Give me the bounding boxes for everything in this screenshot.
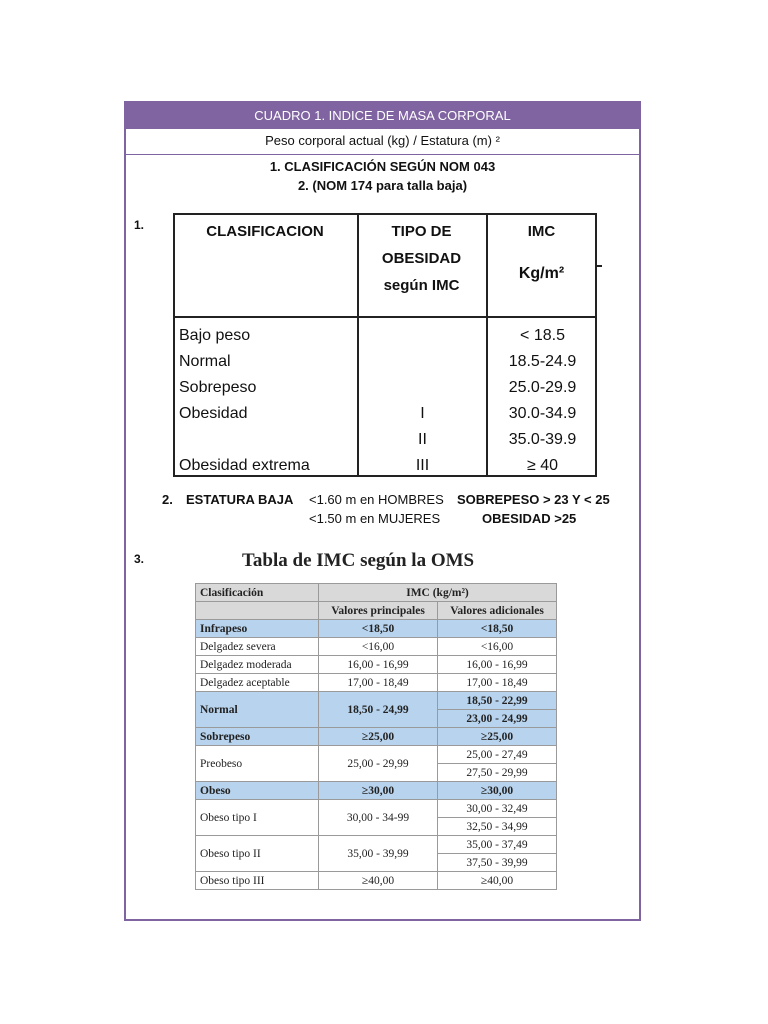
row-adicional: <18,50 [438, 620, 557, 638]
row-adicional: ≥30,00 [438, 782, 557, 800]
cell-tipo: II [418, 431, 427, 448]
header-imc-line1: IMC [527, 223, 556, 240]
row-adicional: 35,00 - 37,49 [438, 836, 557, 854]
header-tipo [357, 213, 486, 318]
row-label: Delgadez aceptable [196, 674, 319, 692]
row-principal: 16,00 - 16,99 [319, 656, 438, 674]
table-row [196, 602, 557, 620]
table-row [196, 746, 557, 764]
row-label: Delgadez moderada [196, 656, 319, 674]
header-tipo-line1: TIPO DE [391, 223, 452, 240]
cell-imc: 35.0-39.9 [508, 431, 577, 448]
head-clasificacion: Clasificación [196, 584, 319, 602]
nom-classification-table [173, 213, 597, 477]
column-imc [488, 323, 597, 479]
short-stature-women: <1.50 m en MUJERES [309, 511, 441, 526]
row-label: Sobrepeso [196, 728, 319, 746]
table-row [196, 656, 557, 674]
row-label: Infrapeso [196, 620, 319, 638]
row-principal: <16,00 [319, 638, 438, 656]
row-adicional: 23,00 - 24,99 [438, 710, 557, 728]
row-label: Obeso [196, 782, 319, 800]
table-row [196, 800, 557, 818]
row-principal: ≥40,00 [319, 872, 438, 890]
table-row [196, 584, 557, 602]
row-label: Delgadez severa [196, 638, 319, 656]
header-imc-unit: Kg/m² [518, 265, 565, 282]
row-principal: 17,00 - 18,49 [319, 674, 438, 692]
note-nom-174: 2. (NOM 174 para talla baja) [297, 178, 468, 193]
imc-card [124, 101, 641, 921]
row-principal: <18,50 [319, 620, 438, 638]
header-clasificacion-text: CLASIFICACION [206, 223, 324, 240]
table-border-tick [597, 265, 602, 267]
row-adicional: 18,50 - 22,99 [438, 692, 557, 710]
section-2-label: ESTATURA BAJA [186, 492, 294, 507]
cell-imc: ≥ 40 [526, 457, 559, 474]
row-adicional: ≥40,00 [438, 872, 557, 890]
cell-tipo: III [415, 457, 430, 474]
cell-clasificacion: Normal [179, 353, 231, 370]
cell-clasificacion: Obesidad extrema [179, 457, 310, 474]
note-nom-043: 1. CLASIFICACIÓN SEGÚN NOM 043 [269, 159, 496, 174]
row-label: Normal [196, 692, 319, 728]
cell-tipo [359, 323, 486, 349]
row-principal: 30,00 - 34-99 [319, 800, 438, 836]
table-row [196, 836, 557, 854]
row-principal: 25,00 - 29,99 [319, 746, 438, 782]
header-imc [486, 213, 597, 318]
cell-tipo: I [420, 405, 425, 422]
table-row [196, 728, 557, 746]
table-row [196, 872, 557, 890]
row-label: Obeso tipo II [196, 836, 319, 872]
row-adicional: 32,50 - 34,99 [438, 818, 557, 836]
row-principal: ≥25,00 [319, 728, 438, 746]
table-row [196, 620, 557, 638]
row-principal: ≥30,00 [319, 782, 438, 800]
obesity-threshold: OBESIDAD >25 [482, 511, 577, 526]
short-stature-men: <1.60 m en HOMBRES [309, 492, 444, 507]
overweight-threshold: SOBREPESO > 23 Y < 25 [457, 492, 610, 507]
oms-bmi-table [195, 583, 557, 890]
row-principal: 18,50 - 24,99 [319, 692, 438, 728]
table-row [196, 638, 557, 656]
section-3-number: 3. [134, 552, 145, 566]
head-adicionales: Valores adicionales [438, 602, 557, 620]
row-adicional: <16,00 [438, 638, 557, 656]
table-row [196, 674, 557, 692]
card-title: CUADRO 1. INDICE DE MASA CORPORAL [126, 103, 639, 129]
row-adicional: 30,00 - 32,49 [438, 800, 557, 818]
cell-tipo [359, 375, 486, 401]
header-tipo-line3: según IMC [383, 277, 460, 294]
cell-clasificacion [179, 427, 355, 453]
row-adicional: 16,00 - 16,99 [438, 656, 557, 674]
oms-table-title: Tabla de IMC según la OMS [242, 550, 475, 571]
cell-imc: 25.0-29.9 [508, 379, 577, 396]
imc-formula: Peso corporal actual (kg) / Estatura (m) ² [126, 129, 639, 155]
row-label: Obeso tipo III [196, 872, 319, 890]
row-adicional: 37,50 - 39,99 [438, 854, 557, 872]
section-2-number: 2. [162, 492, 173, 507]
row-adicional: 27,50 - 29,99 [438, 764, 557, 782]
head-imc: IMC (kg/m²) [319, 584, 557, 602]
row-adicional: ≥25,00 [438, 728, 557, 746]
table-row [196, 692, 557, 710]
row-label: Preobeso [196, 746, 319, 782]
header-clasificacion [173, 213, 357, 318]
cell-clasificacion: Sobrepeso [179, 379, 257, 396]
row-adicional: 17,00 - 18,49 [438, 674, 557, 692]
row-adicional: 25,00 - 27,49 [438, 746, 557, 764]
section-1-number: 1. [134, 218, 145, 232]
cell-clasificacion: Bajo peso [179, 327, 251, 344]
cell-imc: 30.0-34.9 [508, 405, 577, 422]
cell-tipo [359, 349, 486, 375]
column-clasificacion [179, 323, 355, 479]
head-principales: Valores principales [319, 602, 438, 620]
cell-imc: < 18.5 [520, 327, 565, 344]
cell-imc: 18.5-24.9 [508, 353, 577, 370]
cell-clasificacion: Obesidad [179, 405, 248, 422]
head-empty [196, 602, 319, 620]
column-tipo [359, 323, 486, 479]
header-tipo-line2: OBESIDAD [381, 250, 462, 267]
row-label: Obeso tipo I [196, 800, 319, 836]
table-row [196, 782, 557, 800]
row-principal: 35,00 - 39,99 [319, 836, 438, 872]
classification-notes [126, 157, 639, 195]
